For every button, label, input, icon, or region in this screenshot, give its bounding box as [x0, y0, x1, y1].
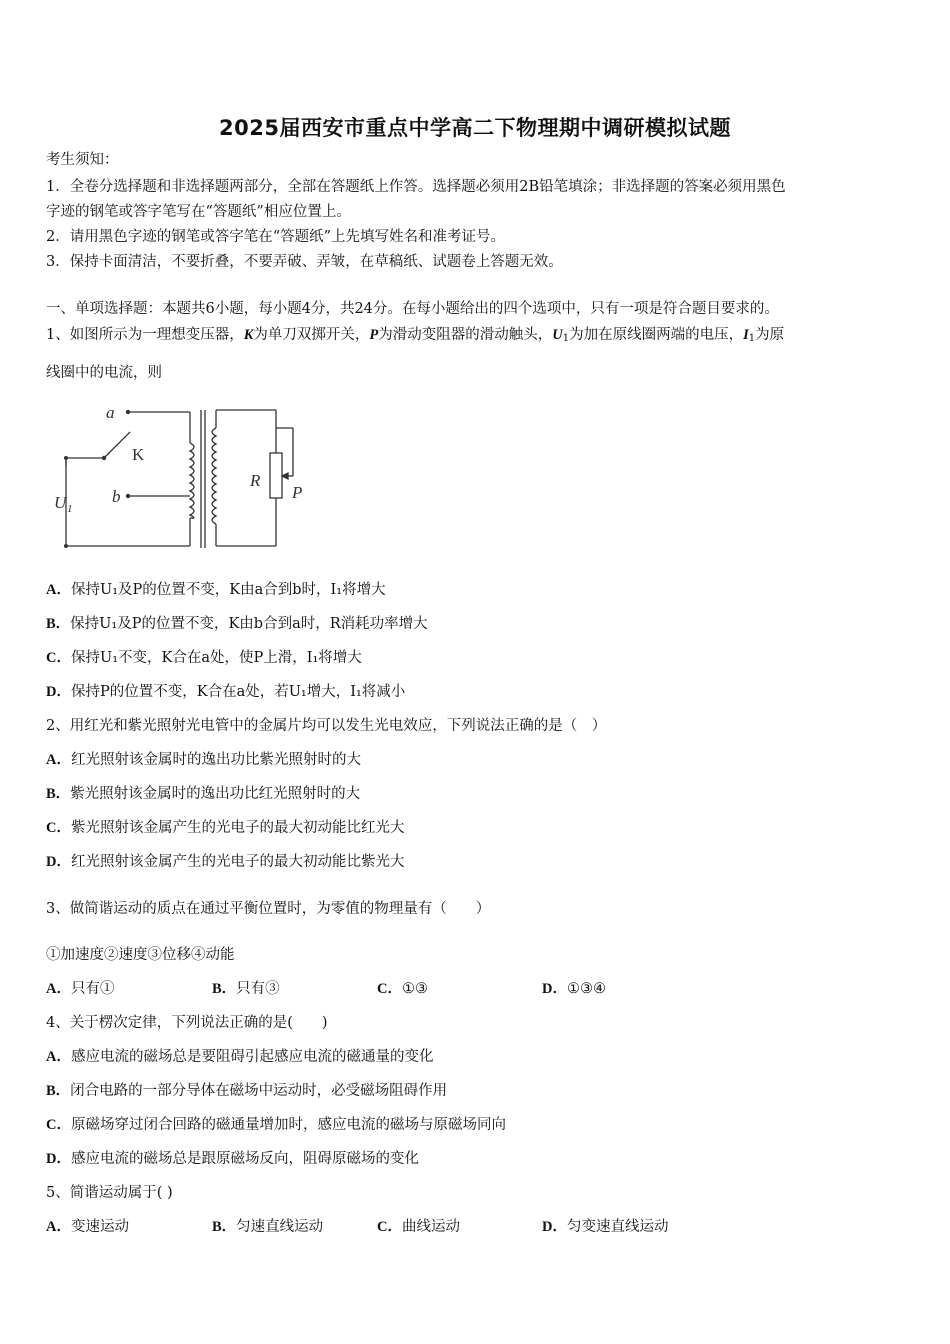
switch-blade — [104, 432, 130, 458]
section-header: 一、单项选择题：本题共6小题，每小题4分，共24分。在每小题给出的四个选项中，只有一项是符合题目要求的。 — [46, 301, 779, 317]
diagram-dots — [64, 410, 130, 548]
slider-arrow — [282, 473, 288, 479]
question-2-option-a: A．红光照射该金属时的逸出功比紫光照射时的大 — [46, 752, 361, 768]
question-4-stem: 4、关于楞次定律，下列说法正确的是( ) — [46, 1015, 328, 1031]
question-4-option-d: D．感应电流的磁场总是跟原磁场反向，阻碍原磁场的变化 — [46, 1151, 419, 1167]
label-P: P — [292, 483, 303, 502]
label-R: R — [250, 471, 261, 490]
question-1-option-a: A．保持U₁及P的位置不变，K由a合到b时，I₁将增大 — [46, 582, 386, 598]
question-3-stem: 3、做简谐运动的质点在通过平衡位置时，为零值的物理量有（ ） — [46, 901, 491, 917]
question-2-option-b: B．紫光照射该金属时的逸出功比红光照射时的大 — [46, 786, 361, 802]
transformer-circuit-diagram — [48, 398, 318, 556]
question-3-option-b: B．只有③ — [212, 981, 280, 997]
notice-item: 1．全卷分选择题和非选择题两部分，全部在答题纸上作答。选择题必须用2B铅笔填涂；非选择题的答案必须用黑色 — [46, 179, 786, 195]
question-5-option-a: A．变速运动 — [46, 1219, 129, 1235]
question-3-option-d: D．①③④ — [542, 981, 606, 997]
resistor — [270, 453, 282, 498]
label-b: b — [112, 487, 121, 506]
label-U1: U — [54, 493, 67, 512]
question-5-option-b: B．匀速直线运动 — [212, 1219, 324, 1235]
question-5-option-c: C．曲线运动 — [377, 1219, 460, 1235]
page-title: 2025届西安市重点中学高二下物理期中调研模拟试题 — [219, 116, 731, 140]
question-1-stem: 1、如图所示为一理想变压器，K为单刀双掷开关，P为滑动变阻器的滑动触头，$U_1$为加在原线圈两端的电压，$I_1$为原 — [46, 327, 785, 344]
notice-item: 2．请用黑色字迹的钢笔或答字笔在“答题纸”上先填写姓名和准考证号。 — [46, 229, 506, 245]
question-1-option-d: D．保持P的位置不变，K合在a处，若U₁增大，I₁将减小 — [46, 684, 406, 700]
question-3-option-c: C．①③ — [377, 981, 428, 997]
notice-heading: 考生须知： — [46, 152, 119, 168]
question-3-list: ①加速度②速度③位移④动能 — [46, 947, 235, 963]
notice-item: 3．保持卡面清洁，不要折叠，不要弄破、弄皱，在草稿纸、试题卷上答题无效。 — [46, 254, 563, 270]
notice-item: 字迹的钢笔或答字笔写在“答题纸”相应位置上。 — [46, 204, 351, 220]
question-4-option-c: C．原磁场穿过闭合回路的磁通量增加时，感应电流的磁场与原磁场同向 — [46, 1117, 506, 1133]
question-1-option-c: C．保持U₁不变，K合在a处，使P上滑，I₁将增大 — [46, 650, 362, 666]
label-U1-sub: 1 — [67, 503, 73, 515]
question-2-option-d: D．红光照射该金属产生的光电子的最大初动能比紫光大 — [46, 854, 405, 870]
question-1-stem-line2: 线圈中的电流，则 — [46, 365, 162, 381]
question-4-option-a: A．感应电流的磁场总是要阻碍引起感应电流的磁通量的变化 — [46, 1049, 434, 1065]
secondary-coil — [212, 428, 216, 524]
question-4-option-b: B．闭合电路的一部分导体在磁场中运动时，必受磁场阻碍作用 — [46, 1083, 448, 1099]
question-1-option-b: B．保持U₁及P的位置不变，K由b合到a时，R消耗功率增大 — [46, 616, 428, 632]
question-2-stem: 2、用红光和紫光照射光电管中的金属片均可以发生光电效应，下列说法正确的是（ ） — [46, 718, 607, 734]
question-5-option-d: D．匀变速直线运动 — [542, 1219, 669, 1235]
label-a: a — [106, 403, 115, 422]
label-K: K — [132, 445, 145, 464]
primary-coil — [190, 443, 194, 518]
question-3-option-a: A．只有① — [46, 981, 115, 997]
question-5-stem: 5、简谐运动属于( ) — [46, 1185, 173, 1201]
question-2-option-c: C．紫光照射该金属产生的光电子的最大初动能比红光大 — [46, 820, 405, 836]
